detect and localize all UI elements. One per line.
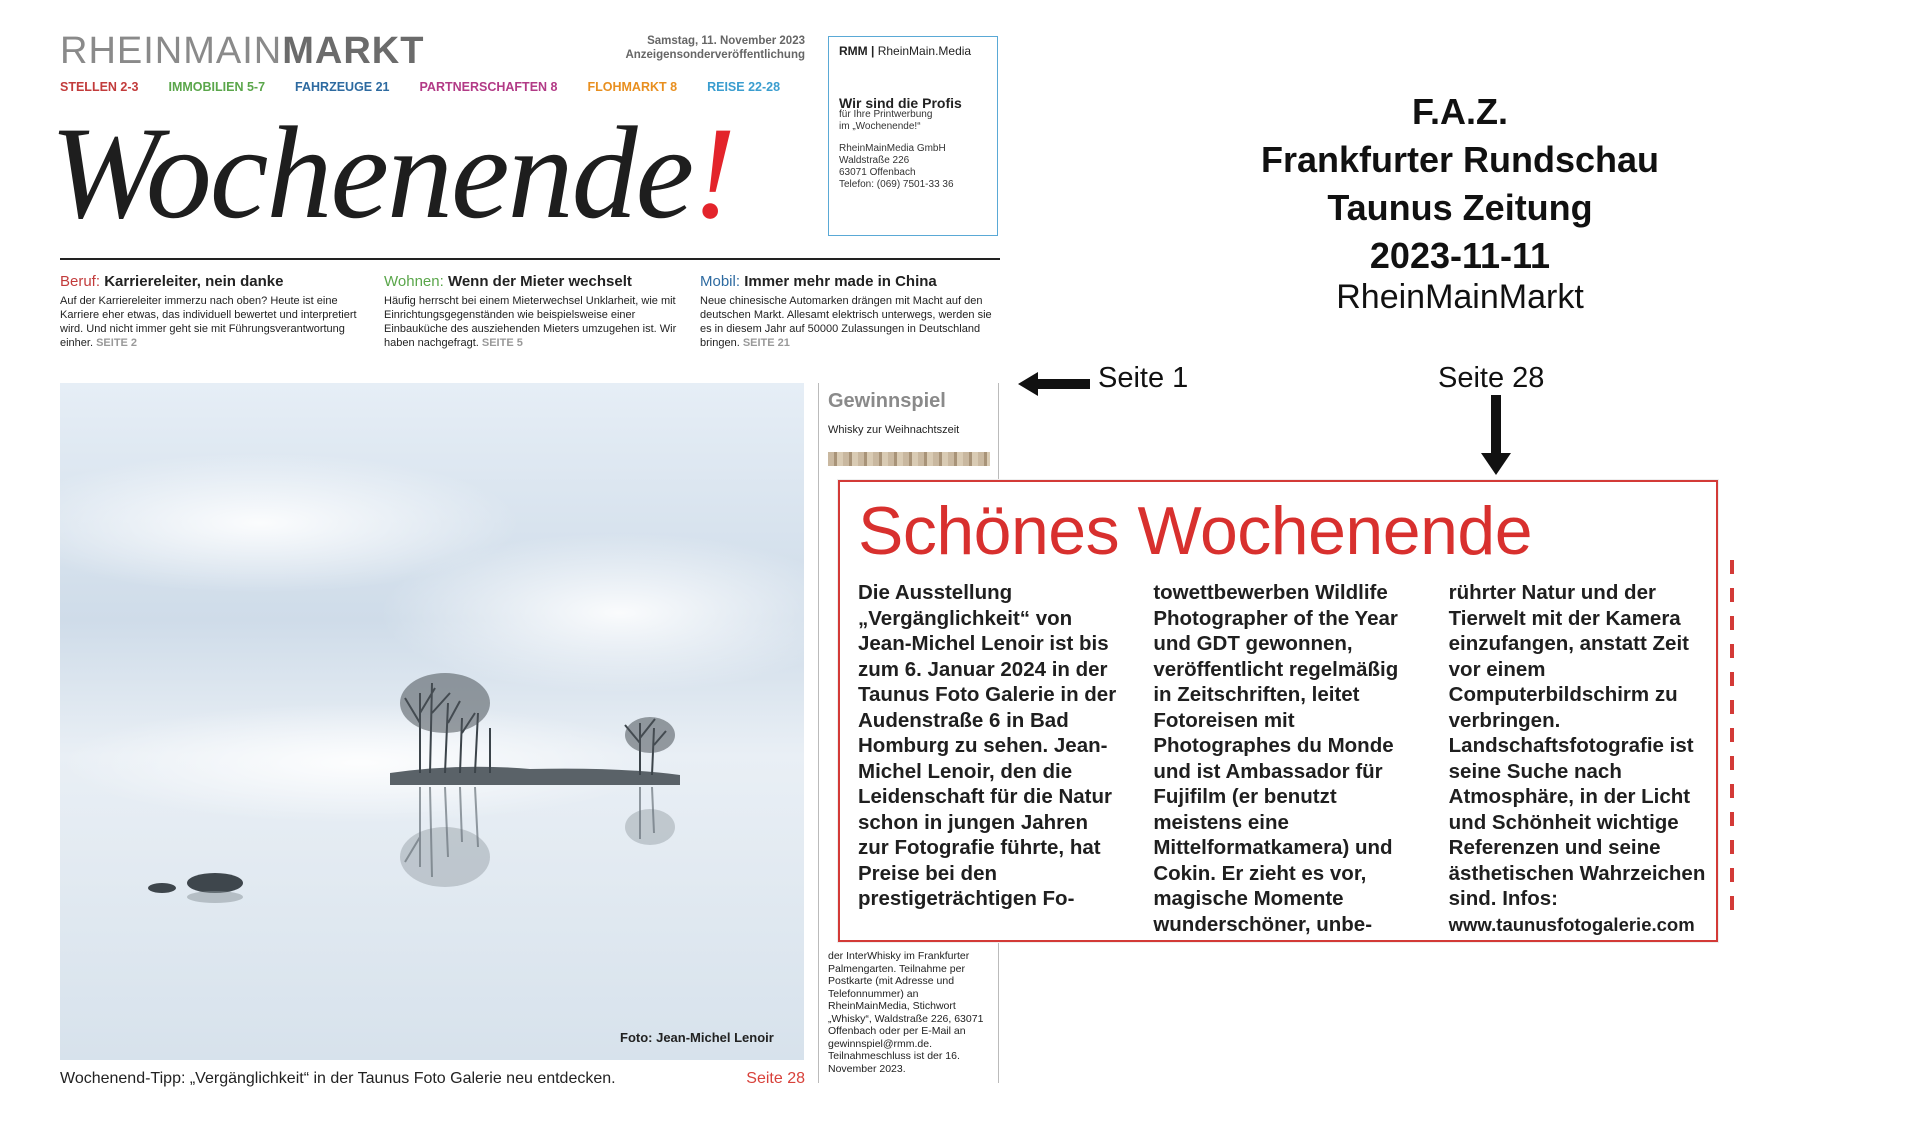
article-column-1: Die Ausstellung „Vergänglichkeit“ von Jean-Michel Lenoir ist bis zum 6. Januar 2024 in der Taunus Foto Galerie in der Audenstraße 6 in Bad Homburg zu sehen. Jean-Michel Lenoir, den die Leidenschaft für die Natur schon in jungen Jahren zur Fotografie führte, hat Preise bei den prestigeträchtigen Fo- [858,581,1117,910]
nav-item: REISE 22-28 [707,80,781,94]
gewinnspiel-image [828,452,990,466]
article-url[interactable]: www.taunusfotogalerie.com [1448,913,1695,935]
nav-item: IMMOBILIEN 5-7 [168,80,266,94]
gewinnspiel-title: Gewinnspiel [828,390,946,412]
brand-logo: RHEINMAINMARKT [60,30,425,72]
publication-list: F.A.Z. Frankfurter Rundschau Taunus Zeitung 2023-11-11 [1260,91,1660,276]
tipp-caption: Wochenend-Tipp: „Vergänglichkeit“ in der Taunus Foto Galerie neu entdecken. Seite 28 [60,1070,805,1087]
issue-date: Samstag, 11. November 2023 Anzeigensonderveröffentlichung [625,35,805,61]
article-column-2: towettbewerben Wildlife Photographer of the Year und GDT gewonnen, veröffentlicht regelmäßig in Zeitschriften, leitet Fotoreisen mit Photographes du Monde und ist Ambassador für Fujifilm (er benutzt meistens eine Mittelformatkamera) und Cokin. Er zieht es vor, magische Momente wunderschöner, unbe- [1153,581,1399,936]
photo-credit: Foto: Jean-Michel Lenoir [620,1030,774,1045]
landscape-photo [60,383,804,1060]
teaser-beruf: Beruf: Karriereleiter, nein danke Auf der Karriereleiter immerzu nach oben? Heute ist eine Karriere eher etwas, das individuell bewertet und interpretiert wird. Und nicht immer geht sie mit Führungsverantwortung einher. SEITE 2 [60,273,357,349]
page-edge-marks [1730,560,1734,920]
ad-line: für Ihre Printwerbung [839,109,933,120]
ad-headline: Wir sind die Profis [839,95,962,111]
ad-city: 63071 Offenbach [839,167,916,178]
article-box [838,480,1718,942]
teaser-mobil: Mobil: Immer mehr made in China Neue chinesische Automarken drängen mit Macht auf den deutschen Markt. Allesamt elektrisch unterwegs, werden sie es in diesem Jahr auf 50000 Zulassungen in Deutschland bringen. SEITE 21 [700,273,992,349]
ad-box [828,36,998,236]
seite1-label: Seite 1 [1098,362,1189,394]
arrow-down-icon [1481,395,1511,480]
arrow-left-icon [1018,372,1090,401]
ad-line: im „Wochenende!“ [839,121,921,132]
article-title: Schönes Wochenende [858,493,1533,569]
ad-phone: Telefon: (069) 7501-33 36 [839,179,954,190]
ad-street: Waldstraße 226 [839,155,910,166]
gewinnspiel-subtitle: Whisky zur Weihnachtszeit [828,424,960,436]
nav-item: FAHRZEUGE 21 [295,80,390,94]
divider [60,258,1000,260]
nav-item: PARTNERSCHAFTEN 8 [419,80,558,94]
seite28-label: Seite 28 [1438,362,1545,394]
section-name: RheinMainMarkt [1336,278,1584,316]
headline-wochenende: Wochenende! [50,99,735,246]
section-nav [60,80,810,94]
article-column-3: rührter Natur und der Tierwelt mit der Kamera einzufangen, anstatt Zeit vor einem Computerbildschirm zu verbringen. Landschaftsfotografie ist seine Suche nach Atmosphäre, in der Licht und Schönheit wichtige Referenzen und seine ästhetischen Wahrzeichen sind. Infos: www.taunusfotogalerie.com [1448,581,1706,935]
tipp-page: Seite 28 [746,1070,805,1087]
teaser-wohnen: Wohnen: Wenn der Mieter wechselt Häufig herrscht bei einem Mieterwechsel Unklarheit, wie mit Einrichtungsgegenständen wie beispielsweise einer Einbauküche des ausziehenden Mieters umzugehen ist. Wir haben nachgefragt. SEITE 5 [384,273,677,349]
nav-item: STELLEN 2-3 [60,80,139,94]
nav-item: FLOHMARKT 8 [587,80,678,94]
gewinnspiel-text: der InterWhisky im Frankfurter Palmengarten. Teilnahme per Postkarte (mit Adresse und Telefonnummer) an RheinMainMedia, Stichwort „Whisky“, Waldstraße 226, 63071 Offenbach oder per E-Mail an gewinnspiel@rmm.de. Teilnahmeschluss ist der 16. November 2023. [828,950,984,1075]
ad-company: RheinMainMedia GmbH [839,143,946,154]
column-divider [818,383,819,1083]
rmm-logo: RMM | RheinMain.Media [839,44,972,58]
